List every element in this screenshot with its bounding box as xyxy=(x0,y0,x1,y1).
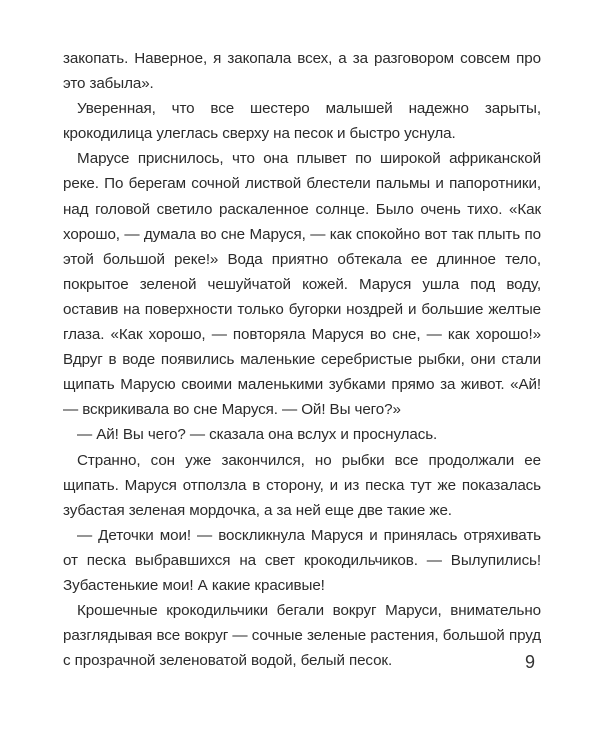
paragraph-3: Марусе приснилось, что она плывет по широкой африканской реке. По берегам сочной листвой блестели пальмы и папоротники, над головой светило раскаленное солнце. Было очень тихо. «Как хорошо, — думала во сне Маруся, — как спокойно вот так плыть по этой большой реке!» Вода приятно обтекала ее длинное тело, покрытое зеленой чешуйчатой кожей. Маруся ушла под воду, оставив на поверхности только бугорки ноздрей и большие желтые глаза. «Как хорошо, — повторяла Маруся во сне, — как хорошо!» Вдруг в воде появились маленькие серебристые рыбки, они стали щипать Марусю своими маленькими зубками прямо за живот. «Ай! — вскрикивала во сне Маруся. — Ой! Вы чего?» xyxy=(63,150,541,419)
paragraph-1: закопать. Наверное, я закопала всех, а за разговором совсем про это забыла». xyxy=(63,50,541,93)
paragraph-6: — Деточки мои! — воскликнула Маруся и принялась отряхивать от песка выбравшихся на свет крокодильчиков. — Вылупились! Зубастенькие мои! А какие красивые! xyxy=(63,526,541,594)
paragraph-2: Уверенная, что все шестеро малышей надежно зарыты, крокодилица улеглась сверху на песок и быстро уснула. xyxy=(63,100,541,143)
paragraph-7: Крошечные крокодильчики бегали вокруг Маруси, внимательно разглядывая все вокруг — сочные зеленые растения, большой пруд с прозрачной зеленоватой водой, белый песок. xyxy=(63,602,541,670)
body-text xyxy=(63,46,541,673)
paragraph-5: Странно, сон уже закончился, но рыбки все продолжали ее щипать. Маруся отползла в сторону, и из песка тут же показалась зубастая зеленая мордочка, а за ней еще две такие же. xyxy=(63,451,541,519)
page-number: 9 xyxy=(524,652,535,672)
paragraph-4: — Ай! Вы чего? — сказала она вслух и проснулась. xyxy=(77,426,438,444)
